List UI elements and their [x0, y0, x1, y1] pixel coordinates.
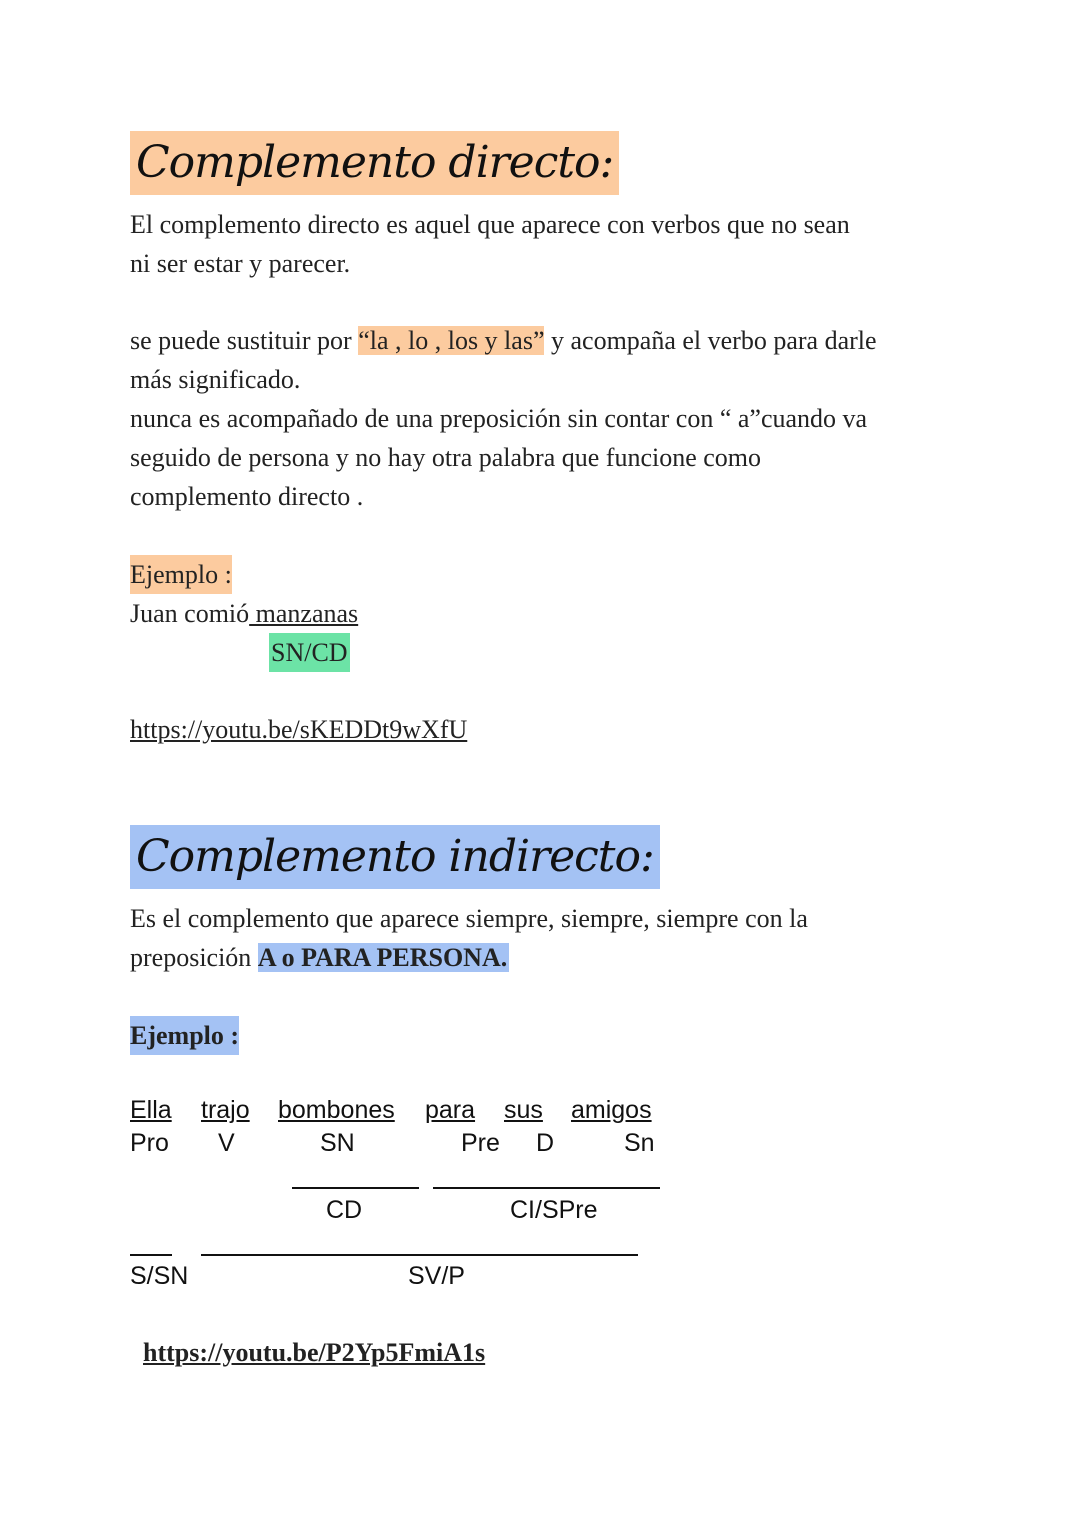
cd-example-label: Ejemplo : — [130, 555, 232, 594]
cd-paragraph-1-line-1: El complemento directo es aquel que aparece con verbos que no sean — [130, 210, 850, 239]
word-ella: Ella — [130, 1096, 172, 1124]
heading-complemento-directo: Complemento directo: — [130, 131, 619, 195]
ci-paragraph-line-1: Es el complemento que aparece siempre, siempre, siempre con la — [130, 904, 808, 933]
word-amigos: amigos — [571, 1096, 652, 1124]
tag-d: D — [536, 1129, 555, 1157]
ci-example-label: Ejemplo : — [130, 1016, 239, 1055]
cd-paragraph-2-line-2: más significado. — [130, 365, 301, 394]
underlined-word: manzanas — [249, 599, 359, 628]
text: y acompaña el verbo para darle — [544, 326, 877, 355]
function-predicate: SV/P — [408, 1262, 465, 1290]
cd-example-tag: SN/CD — [269, 633, 350, 672]
cd-paragraph-3-line-2: seguido de persona y no hay otra palabra que funcione como — [130, 443, 762, 472]
predicate-bracket-line — [201, 1254, 638, 1256]
tag-pre: Pre — [461, 1129, 500, 1157]
ci-video-link[interactable]: https://youtu.be/P2Yp5FmiA1s — [143, 1338, 486, 1367]
highlight-preposition: A o PARA PERSONA. — [257, 943, 508, 972]
cd-example-sentence — [130, 594, 358, 633]
text: preposición — [130, 943, 258, 972]
text: Juan comió — [130, 599, 250, 628]
word-para: para — [425, 1096, 476, 1124]
cd-paragraph-2-line-1 — [130, 321, 877, 360]
group-cd: CD — [326, 1196, 363, 1224]
cd-video-link[interactable]: https://youtu.be/sKEDDt9wXfU — [130, 715, 468, 744]
tag-v: V — [218, 1129, 235, 1157]
group-ci: CI/SPre — [510, 1196, 598, 1224]
word-bombones: bombones — [278, 1096, 395, 1124]
cd-paragraph-1-line-2: ni ser estar y parecer. — [130, 249, 351, 278]
heading-complemento-indirecto: Complemento indirecto: — [130, 825, 660, 889]
tag-sn: SN — [320, 1129, 355, 1157]
word-trajo: trajo — [201, 1096, 250, 1124]
highlight-pronouns: “la , lo , los y las” — [358, 326, 545, 355]
subject-bracket-line — [130, 1254, 172, 1256]
cd-paragraph-3-line-3: complemento directo . — [130, 482, 364, 511]
text: se puede sustituir por — [130, 326, 359, 355]
tag-sn-lower: Sn — [624, 1129, 655, 1157]
ci-bracket-line — [433, 1187, 660, 1189]
ci-paragraph-line-2 — [130, 938, 509, 977]
tag-pro: Pro — [130, 1129, 169, 1157]
word-sus: sus — [504, 1096, 543, 1124]
function-subject: S/SN — [130, 1262, 189, 1290]
cd-bracket-line — [292, 1187, 419, 1189]
cd-paragraph-3-line-1: nunca es acompañado de una preposición sin contar con “ a”cuando va — [130, 404, 868, 433]
